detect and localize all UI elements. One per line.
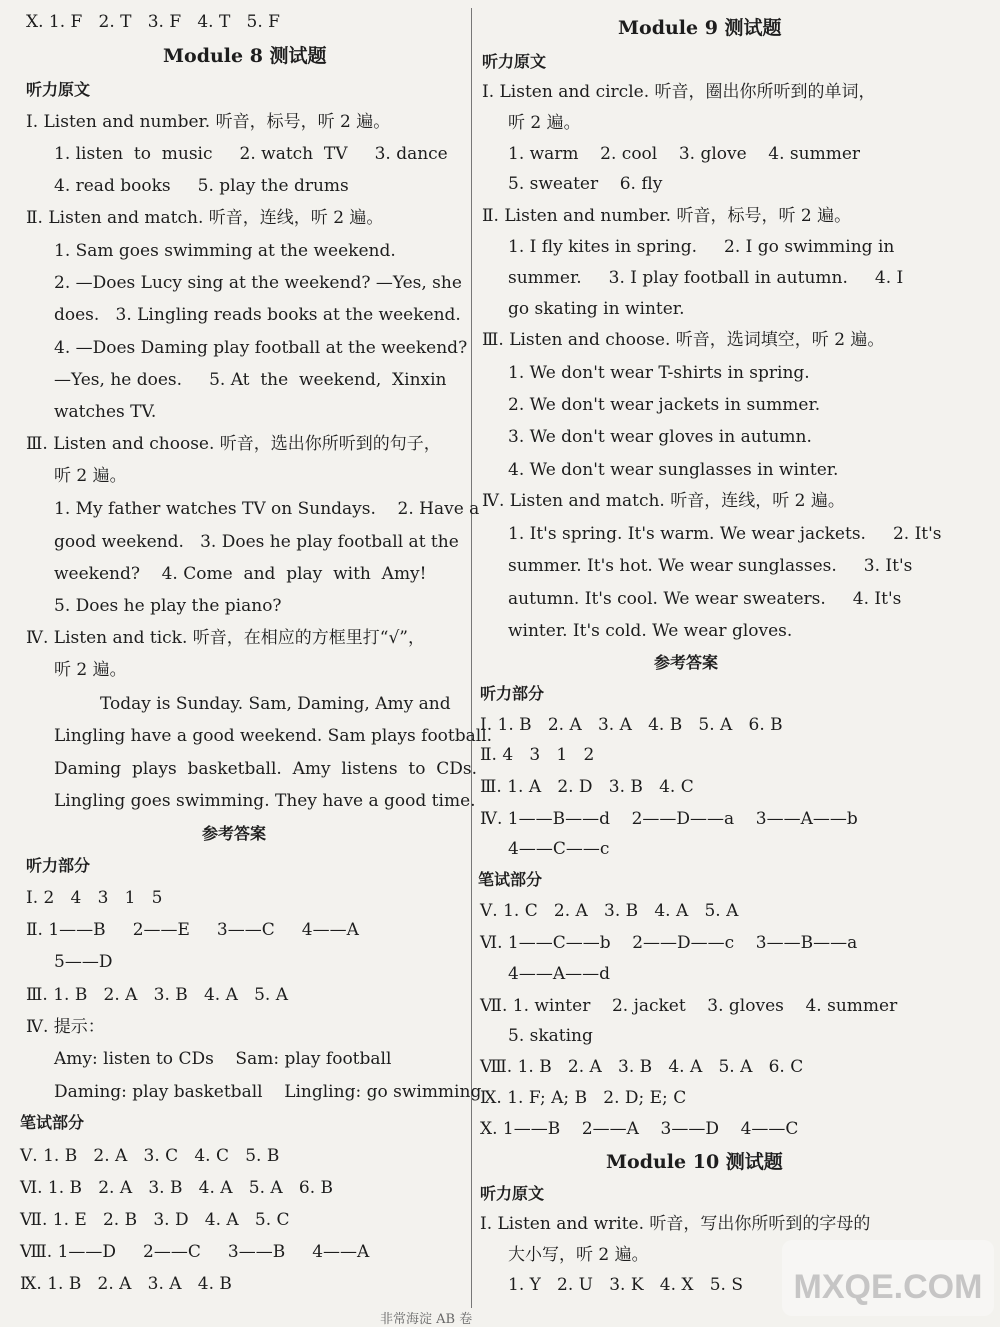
- text-line: 1. warm 2. cool 3. glove 4. summer: [508, 144, 861, 164]
- text-line: 5. Does he play the piano?: [54, 596, 282, 616]
- answer-line: Ⅰ. 2 4 3 1 5: [26, 888, 163, 908]
- answer-line: Ⅳ. 1——B——d 2——D——a 3——A——b: [480, 809, 858, 829]
- watermark-text: MXQE.COM: [793, 1268, 983, 1306]
- question-heading: Ⅱ. Listen and number. 听音，标号，听 2 遍。: [482, 206, 852, 226]
- answer-line: Ⅹ. 1. F 2. T 3. F 4. T 5. F: [26, 12, 280, 32]
- question-heading: 听 2 遍。: [508, 113, 581, 133]
- text-line: 4. We don't wear sunglasses in winter.: [508, 460, 839, 480]
- answer-line: Ⅹ. 1——B 2——A 3——D 4——C: [480, 1119, 799, 1139]
- answer-line: Daming: play basketball Lingling: go swimming: [54, 1082, 482, 1102]
- question-heading: Ⅰ. Listen and number. 听音，标号，听 2 遍。: [26, 112, 391, 132]
- answer-line: Ⅸ. 1. F; A; B 2. D; E; C: [480, 1088, 687, 1108]
- answer-line: 1. Y 2. U 3. K 4. X 5. S: [508, 1275, 743, 1295]
- text-line: 1. Sam goes swimming at the weekend.: [54, 241, 396, 261]
- question-heading: Ⅲ. Listen and choose. 听音，选出你所听到的句子，: [26, 434, 441, 454]
- text-line: watches TV.: [54, 402, 157, 422]
- module9-title: Module 9 测试题: [618, 17, 782, 39]
- answer-line: Ⅳ. 提示：: [26, 1017, 105, 1037]
- question-heading: 听 2 遍。: [54, 466, 127, 486]
- section-heading: 听力原文: [482, 52, 547, 71]
- answer-line: Ⅴ. 1. C 2. A 3. B 4. A 5. A: [480, 901, 739, 921]
- watermark-logo: [778, 1236, 998, 1320]
- question-heading: Ⅲ. Listen and choose. 听音，选词填空，听 2 遍。: [482, 330, 885, 350]
- text-line: winter. It's cold. We wear gloves.: [508, 621, 793, 641]
- text-line: summer. 3. I play football in autumn. 4. I: [508, 268, 904, 288]
- text-line: Today is Sunday. Sam, Daming, Amy and: [100, 694, 451, 714]
- text-line: 3. We don't wear gloves in autumn.: [508, 427, 812, 447]
- question-heading: 大小写，听 2 遍。: [508, 1245, 649, 1265]
- answer-line: Ⅷ. 1. B 2. A 3. B 4. A 5. A 6. C: [480, 1057, 804, 1077]
- question-heading: 听 2 遍。: [54, 660, 127, 680]
- text-line: 5. sweater 6. fly: [508, 174, 663, 194]
- module8-title: Module 8 测试题: [163, 45, 327, 67]
- question-heading: Ⅰ. Listen and write. 听音，写出你所听到的字母的: [480, 1214, 871, 1234]
- text-line: 2. We don't wear jackets in summer.: [508, 395, 821, 415]
- section-heading: 听力部分: [26, 856, 91, 875]
- text-line: 1. I fly kites in spring. 2. I go swimming in: [508, 237, 895, 257]
- text-line: good weekend. 3. Does he play football at the: [54, 532, 459, 552]
- answer-line: Ⅸ. 1. B 2. A 3. A 4. B: [20, 1274, 232, 1294]
- text-line: autumn. It's cool. We wear sweaters. 4. It's: [508, 589, 902, 609]
- question-heading: Ⅰ. Listen and circle. 听音，圈出你所听到的单词，: [482, 82, 876, 102]
- answer-line: 4——A——d: [508, 964, 610, 984]
- section-heading: 听力原文: [26, 80, 91, 99]
- section-heading: 听力部分: [480, 684, 545, 703]
- question-heading: Ⅳ. Listen and tick. 听音，在相应的方框里打“√”，: [26, 628, 425, 648]
- text-line: 1. It's spring. It's warm. We wear jackets. 2. It's: [508, 524, 942, 544]
- answer-line: Amy: listen to CDs Sam: play football: [54, 1049, 392, 1069]
- section-heading: 笔试部分: [478, 870, 543, 889]
- text-line: 4. read books 5. play the drums: [54, 176, 349, 196]
- answers-heading: 参考答案: [654, 653, 719, 672]
- section-heading: 笔试部分: [20, 1113, 85, 1132]
- answer-line: Ⅴ. 1. B 2. A 3. C 4. C 5. B: [20, 1146, 280, 1166]
- question-heading: Ⅱ. Listen and match. 听音，连线，听 2 遍。: [26, 208, 384, 228]
- text-line: summer. It's hot. We wear sunglasses. 3. It's: [508, 556, 913, 576]
- answer-line: 4——C——c: [508, 839, 610, 859]
- column-divider: [471, 8, 472, 1308]
- text-line: Lingling goes swimming. They have a good time.: [54, 791, 476, 811]
- text-line: 1. We don't wear T-shirts in spring.: [508, 363, 810, 383]
- text-line: 4. —Does Daming play football at the weekend?: [54, 338, 468, 358]
- answer-line: Ⅲ. 1. B 2. A 3. B 4. A 5. A: [26, 985, 288, 1005]
- answer-line: 5. skating: [508, 1026, 593, 1046]
- answer-line: Ⅱ. 4 3 1 2: [480, 745, 595, 765]
- answer-line: Ⅵ. 1. B 2. A 3. B 4. A 5. A 6. B: [20, 1178, 334, 1198]
- answer-line: Ⅰ. 1. B 2. A 3. A 4. B 5. A 6. B: [480, 715, 783, 735]
- text-line: 2. —Does Lucy sing at the weekend? —Yes, she: [54, 273, 462, 293]
- answer-line: Ⅱ. 1——B 2——E 3——C 4——A: [26, 920, 359, 940]
- answer-line: Ⅶ. 1. E 2. B 3. D 4. A 5. C: [20, 1210, 290, 1230]
- text-line: 1. listen to music 2. watch TV 3. dance: [54, 144, 448, 164]
- question-heading: Ⅳ. Listen and match. 听音，连线，听 2 遍。: [482, 491, 845, 511]
- page-footer: 非常海淀 AB 卷: [380, 1312, 473, 1327]
- answer-line: Ⅶ. 1. winter 2. jacket 3. gloves 4. summer: [480, 996, 898, 1016]
- text-line: weekend? 4. Come and play with Amy!: [54, 564, 427, 584]
- answer-line: Ⅵ. 1——C——b 2——D——c 3——B——a: [480, 933, 858, 953]
- text-line: Daming plays basketball. Amy listens to CDs.: [54, 759, 478, 779]
- text-line: —Yes, he does. 5. At the weekend, Xinxin: [54, 370, 447, 390]
- text-line: 1. My father watches TV on Sundays. 2. Have a: [54, 499, 480, 519]
- answer-line: Ⅷ. 1——D 2——C 3——B 4——A: [20, 1242, 370, 1262]
- section-heading: 听力原文: [480, 1184, 545, 1203]
- answer-line: 5——D: [54, 952, 113, 972]
- text-line: Lingling have a good weekend. Sam plays football.: [54, 726, 493, 746]
- text-line: does. 3. Lingling reads books at the weekend.: [54, 305, 461, 325]
- answer-line: Ⅲ. 1. A 2. D 3. B 4. C: [480, 777, 694, 797]
- text-line: go skating in winter.: [508, 299, 685, 319]
- answers-heading: 参考答案: [202, 824, 267, 843]
- module10-title: Module 10 测试题: [606, 1151, 783, 1173]
